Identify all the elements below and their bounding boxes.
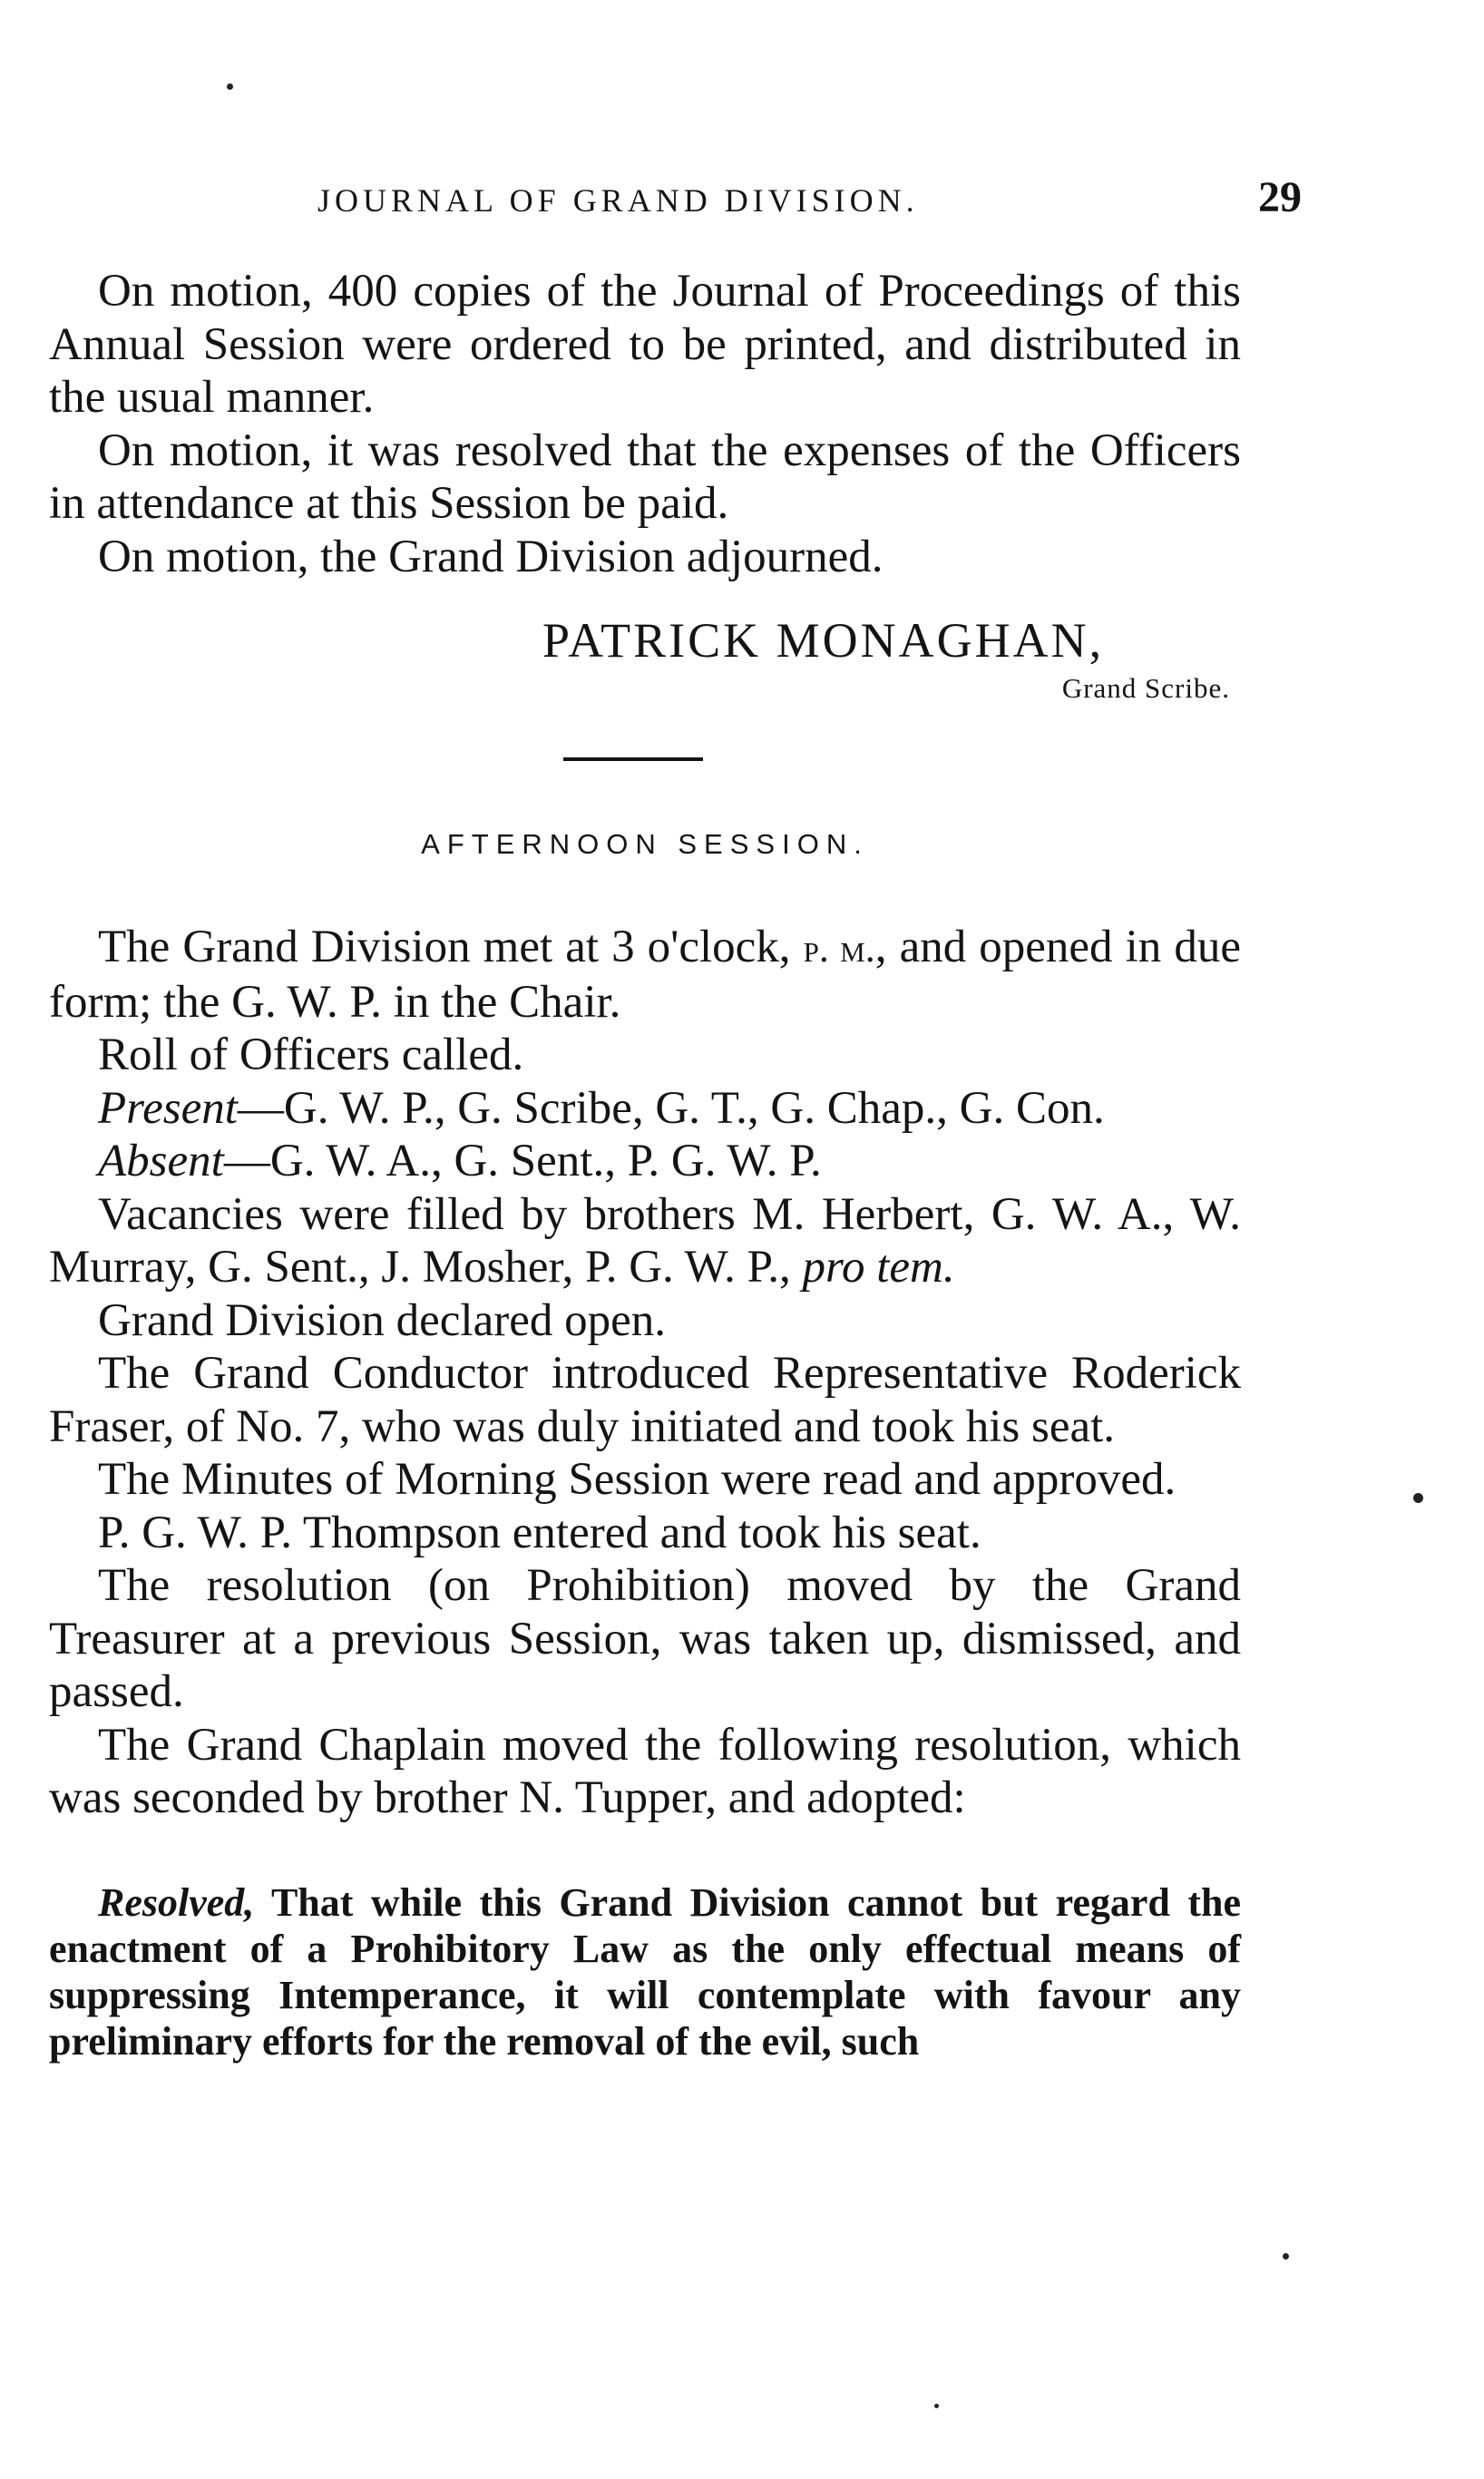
vacancies-text: Vacancies were filled by brothers M. Herbert, G. W. A., W. Murray, G. Sent., J. Mosher, P. G. W. P., bbox=[49, 1188, 1241, 1293]
paragraph-prohibition: The resolution (on Prohibition) moved by the Grand Treasurer at a previous Session, was taken up, dismissed, and passed. bbox=[49, 1560, 1241, 1717]
meeting-text-a: The Grand Division met at 3 o'clock, bbox=[98, 922, 791, 972]
signature-name: PATRICK MONAGHAN, bbox=[542, 613, 1105, 668]
running-head: JOURNAL OF GRAND DIVISION. bbox=[317, 182, 919, 219]
absent-label: Absent bbox=[98, 1136, 224, 1186]
paragraph-present bbox=[49, 1082, 1241, 1136]
body-text bbox=[49, 265, 1241, 2064]
paragraph-roll: Roll of Officers called. bbox=[98, 1030, 524, 1080]
present-text: —G. W. P., G. Scribe, G. T., G. Chap., G. Con. bbox=[237, 1082, 1105, 1134]
page-header bbox=[317, 173, 1302, 223]
page-number: 29 bbox=[1258, 173, 1302, 221]
paragraph-absent bbox=[49, 1135, 1241, 1188]
absent-text: —G. W. A., G. Sent., P. G. W. P. bbox=[223, 1136, 822, 1186]
resolution-text bbox=[49, 1879, 1241, 2064]
paragraph-chaplain-motion: The Grand Chaplain moved the following resolution, which was seconded by brother N. Tupper, and adopted: bbox=[49, 1719, 1241, 1823]
pro-tem: pro tem. bbox=[802, 1242, 955, 1293]
present-label: Present bbox=[98, 1082, 238, 1134]
paragraph-minutes: The Minutes of Morning Session were read and approved. bbox=[98, 1454, 1176, 1505]
paragraph-introduced: The Grand Conductor introduced Representative Roderick Fraser, of No. 7, who was duly initiated and took his seat. bbox=[49, 1348, 1241, 1452]
paragraph-meeting bbox=[49, 921, 1241, 1029]
print-speck bbox=[934, 2404, 939, 2408]
print-speck bbox=[1283, 2253, 1289, 2259]
meeting-time-pm: p. m. bbox=[803, 926, 875, 971]
meeting-text-b: , and opened in due form; the G. W. P. in the Chair. bbox=[49, 922, 1242, 1028]
section-heading: AFTERNOON SESSION. bbox=[421, 828, 869, 860]
resolved-body: That while this Grand Division cannot but regard the enactment of a Prohibitory Law as the only effectual means of suppressing Intemperance, it will contemplate with favour any preliminary efforts for the removal of the evil, such bbox=[49, 1879, 1241, 2064]
paragraph-expenses-motion: On motion, it was resolved that the expenses of the Officers in attendance at this Session be paid. bbox=[49, 425, 1241, 529]
paragraph-adjourned: On motion, the Grand Division adjourned. bbox=[98, 531, 884, 582]
paragraph-printing-motion: On motion, 400 copies of the Journal of Proceedings of this Annual Session were ordered to be printed, and distributed in the usual manner. bbox=[49, 266, 1241, 423]
paragraph-vacancies bbox=[49, 1188, 1241, 1294]
paragraph-declared-open: Grand Division declared open. bbox=[98, 1294, 666, 1346]
paragraph-thompson: P. G. W. P. Thompson entered and took his seat. bbox=[98, 1507, 981, 1558]
resolved-label: Resolved, bbox=[98, 1879, 255, 1925]
print-speck bbox=[227, 83, 233, 90]
signature-title: Grand Scribe. bbox=[1061, 672, 1230, 704]
print-speck bbox=[1413, 1493, 1423, 1503]
section-divider bbox=[563, 757, 703, 761]
